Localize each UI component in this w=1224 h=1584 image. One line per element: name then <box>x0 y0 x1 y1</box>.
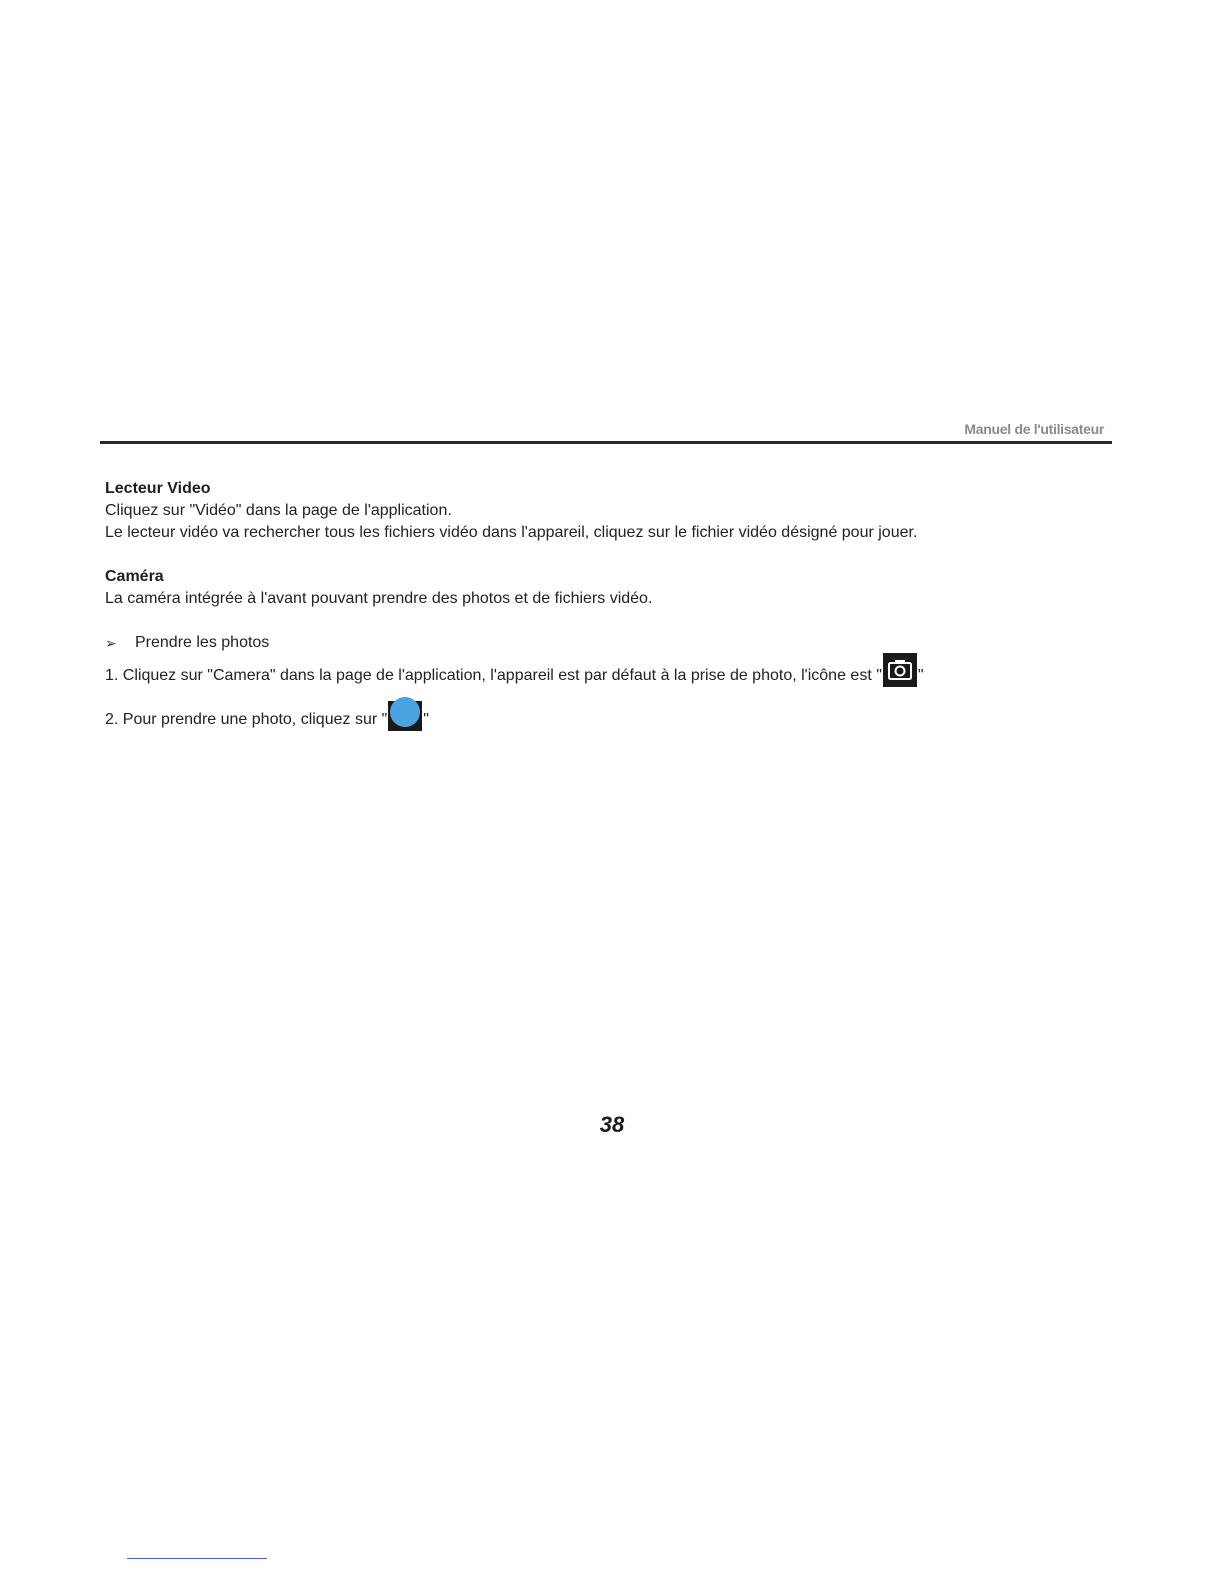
running-header: Manuel de l'utilisateur <box>964 421 1104 437</box>
video-paragraph-2: Le lecteur vidéo va rechercher tous les fichiers vidéo dans l'appareil, cliquez sur le fichier vidéo désigné pour jouer. <box>105 524 918 541</box>
bullet-item <box>105 632 1115 654</box>
section-title-video: Lecteur Video <box>105 480 211 497</box>
shutter-button-icon <box>388 701 422 731</box>
section-title-camera: Caméra <box>105 568 164 585</box>
header-rule <box>100 441 1112 444</box>
camera-paragraph-1: La caméra intégrée à l'avant pouvant prendre des photos et de fichiers vidéo. <box>105 590 653 607</box>
page-number: 38 <box>599 1112 625 1137</box>
step-2-text: 2. Pour prendre une photo, cliquez sur " <box>105 711 388 728</box>
step-1-text: 1. Cliquez sur "Camera" dans la page de l'application, l'appareil est par défaut à la prise de photo, l'icône est " <box>105 667 882 684</box>
footnote-rule <box>127 1558 267 1559</box>
camera-icon <box>883 653 917 687</box>
shutter-circle <box>390 697 420 727</box>
video-paragraph-1: Cliquez sur "Vidéo" dans la page de l'application. <box>105 502 452 519</box>
step-1-close-quote: " <box>917 667 924 684</box>
page-content <box>105 478 1115 742</box>
step-1 <box>105 654 1115 698</box>
step-2 <box>105 698 1115 742</box>
bullet-text: Prendre les photos <box>135 634 270 651</box>
bullet-arrow-icon: ➢ <box>105 635 117 651</box>
step-2-close-quote: " <box>423 711 429 728</box>
